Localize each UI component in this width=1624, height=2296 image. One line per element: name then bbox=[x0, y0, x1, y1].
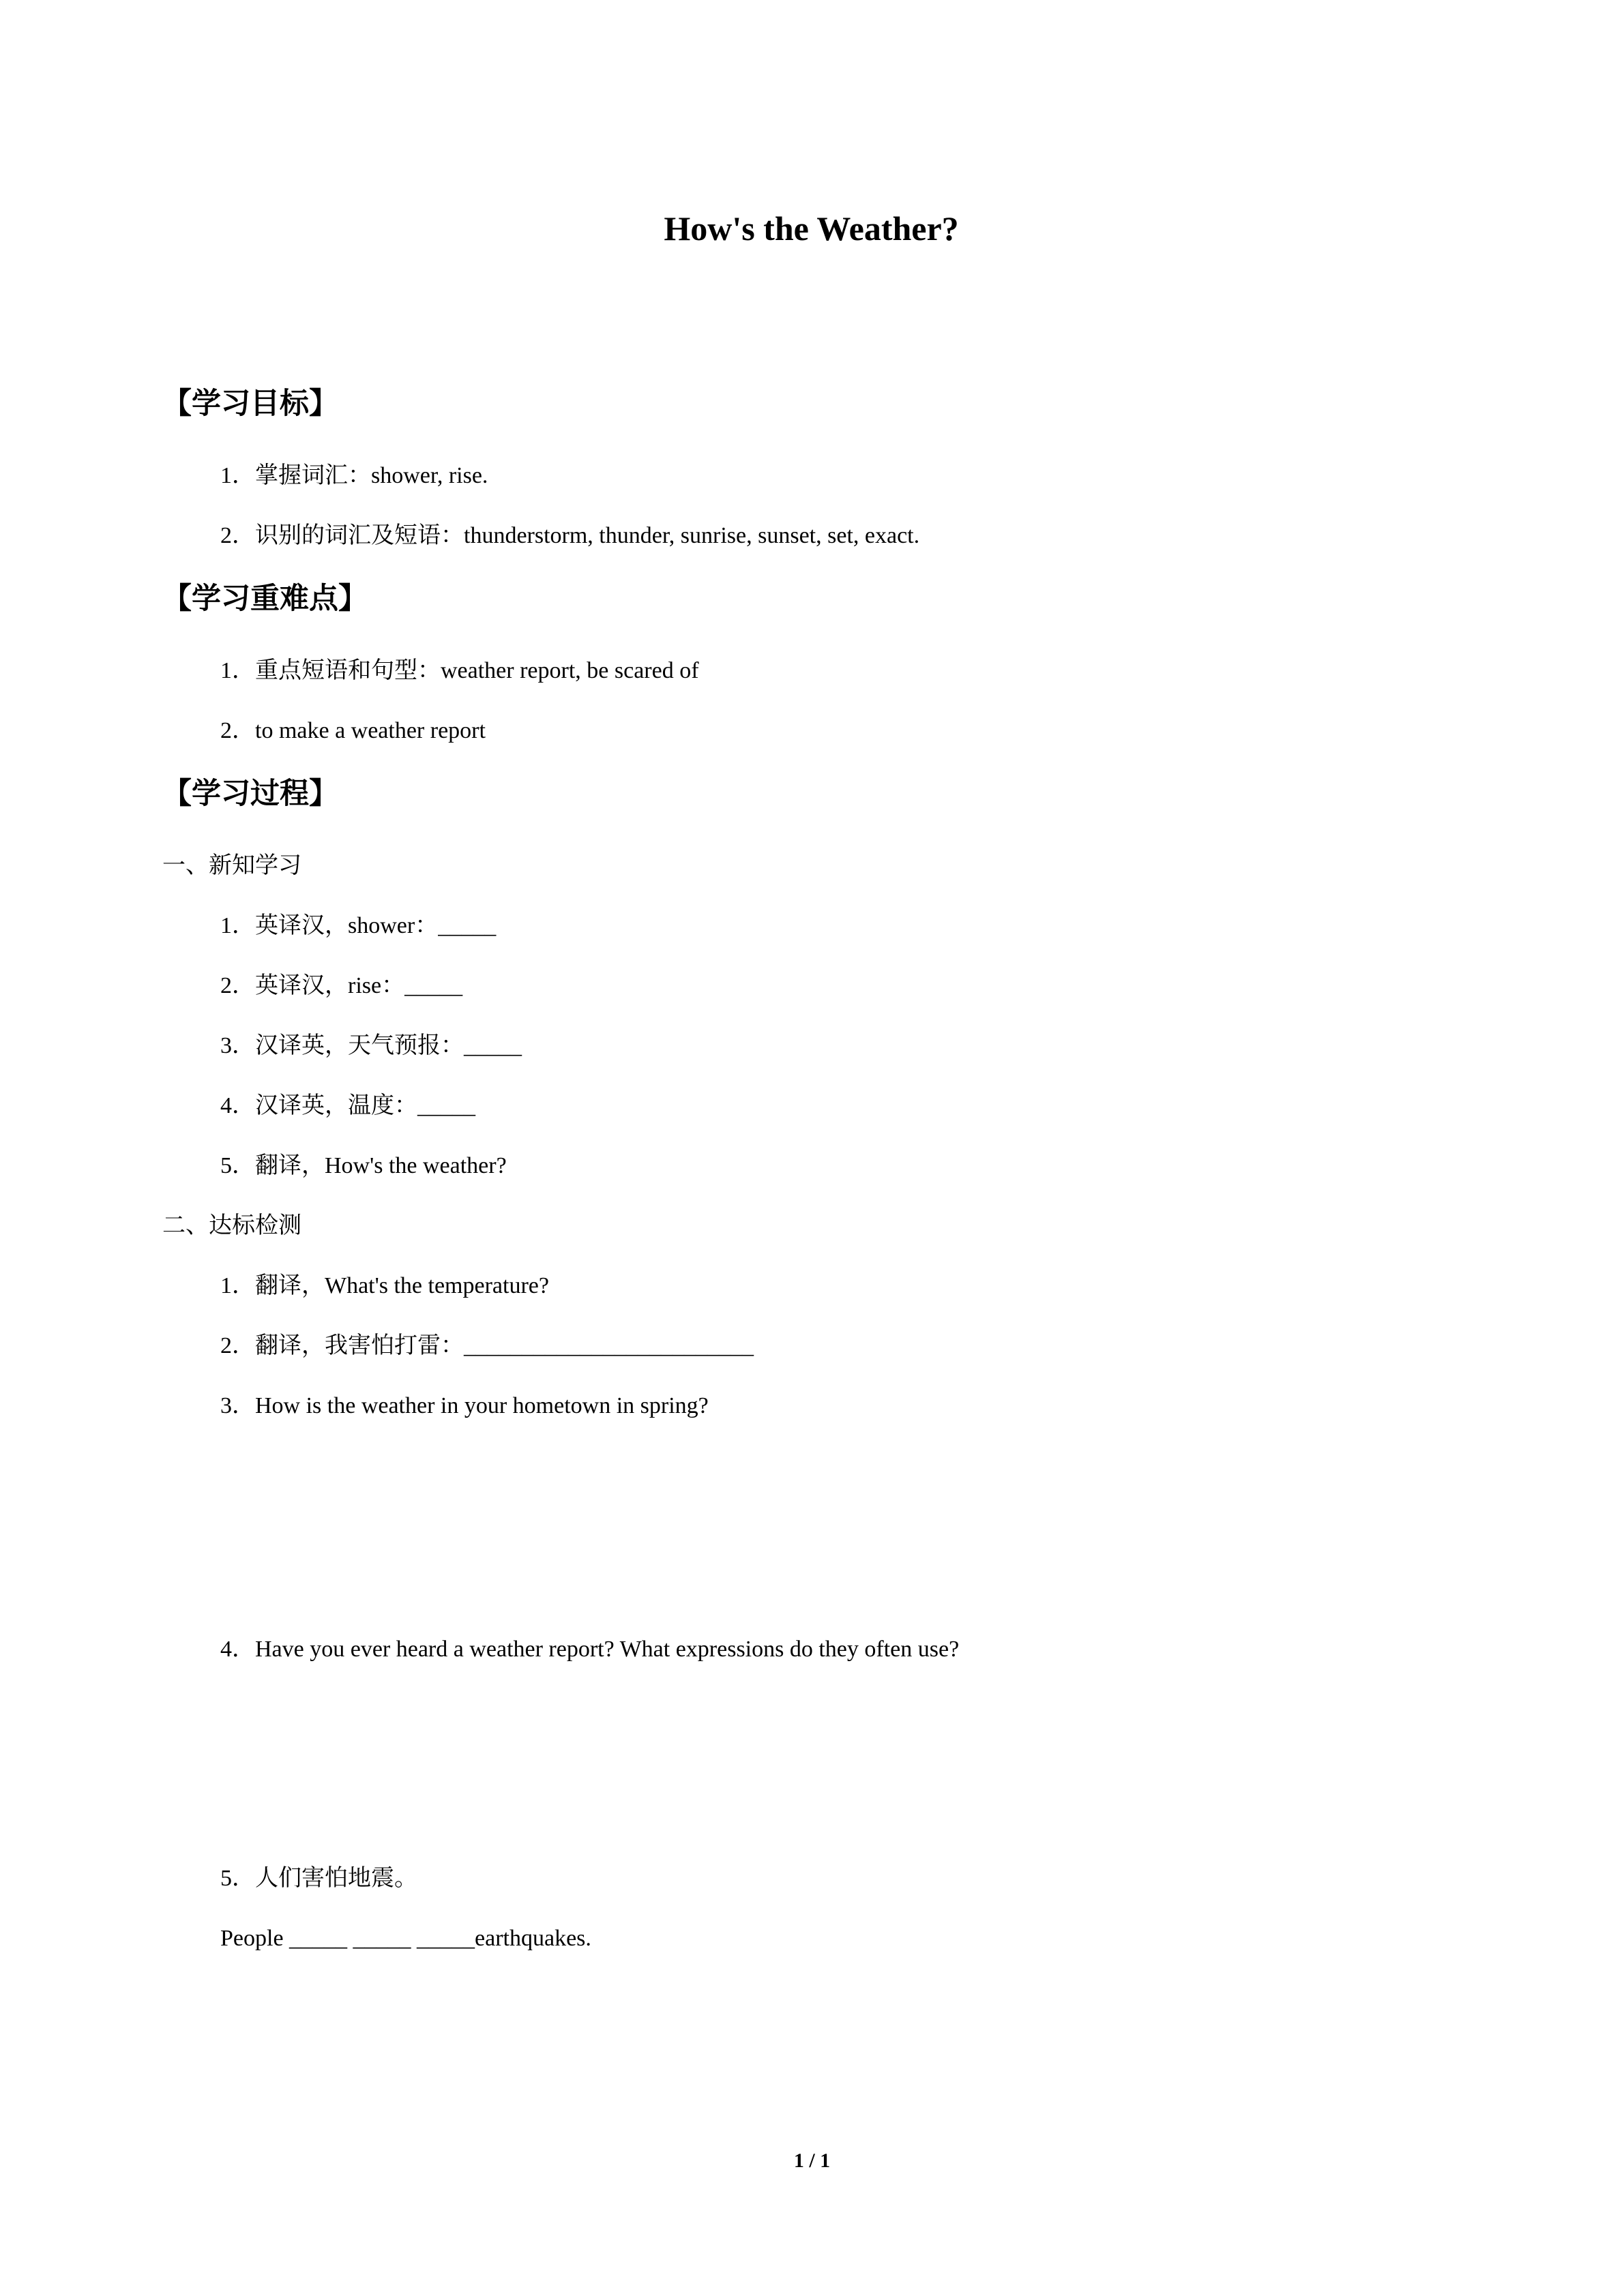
worksheet-content bbox=[162, 0, 1460, 1983]
key-point-item-2: 2．to make a weather report bbox=[220, 718, 486, 743]
fill-in-blank-line: People _____ _____ _____earthquakes. bbox=[220, 1926, 591, 1951]
page-number: 1 / 1 bbox=[793, 2149, 831, 2172]
process-part1-item-2: 2．英译汉，rise：_____ bbox=[220, 973, 463, 998]
process-part1-item-4: 4．汉译英，温度：_____ bbox=[220, 1093, 475, 1118]
process-part2-item-4: 4．Have you ever heard a weather report? What expressions do they often use? bbox=[220, 1637, 960, 1662]
section-heading-process: 【学习过程】 bbox=[162, 778, 338, 810]
process-part2-item-2: 2．翻译，我害怕打雷：_________________________ bbox=[220, 1333, 754, 1358]
section-heading-goals: 【学习目标】 bbox=[162, 388, 338, 420]
process-part1-label: 一、新知学习 bbox=[162, 853, 301, 878]
process-part2-item-1: 1．翻译，What's the temperature? bbox=[220, 1273, 549, 1298]
key-point-item-1: 1．重点短语和句型：weather report, be scared of bbox=[220, 658, 699, 683]
process-part1-item-1: 1．英译汉，shower：_____ bbox=[220, 913, 497, 938]
process-part2-item-3: 3．How is the weather in your hometown in spring? bbox=[220, 1393, 709, 1418]
document-title: How's the Weather? bbox=[664, 209, 959, 248]
process-part2-item-5: 5．人们害怕地震。 bbox=[220, 1866, 417, 1891]
process-part1-item-5: 5．翻译，How's the weather? bbox=[220, 1153, 507, 1178]
section-heading-key-points: 【学习重难点】 bbox=[162, 583, 368, 615]
goal-item-2: 2．识别的词汇及短语：thunderstorm, thunder, sunrise, sunset, set, exact. bbox=[220, 523, 920, 548]
process-part2-label: 二、达标检测 bbox=[162, 1213, 301, 1238]
goal-item-1: 1．掌握词汇：shower, rise. bbox=[220, 463, 488, 488]
process-part1-item-3: 3．汉译英，天气预报：_____ bbox=[220, 1033, 522, 1058]
